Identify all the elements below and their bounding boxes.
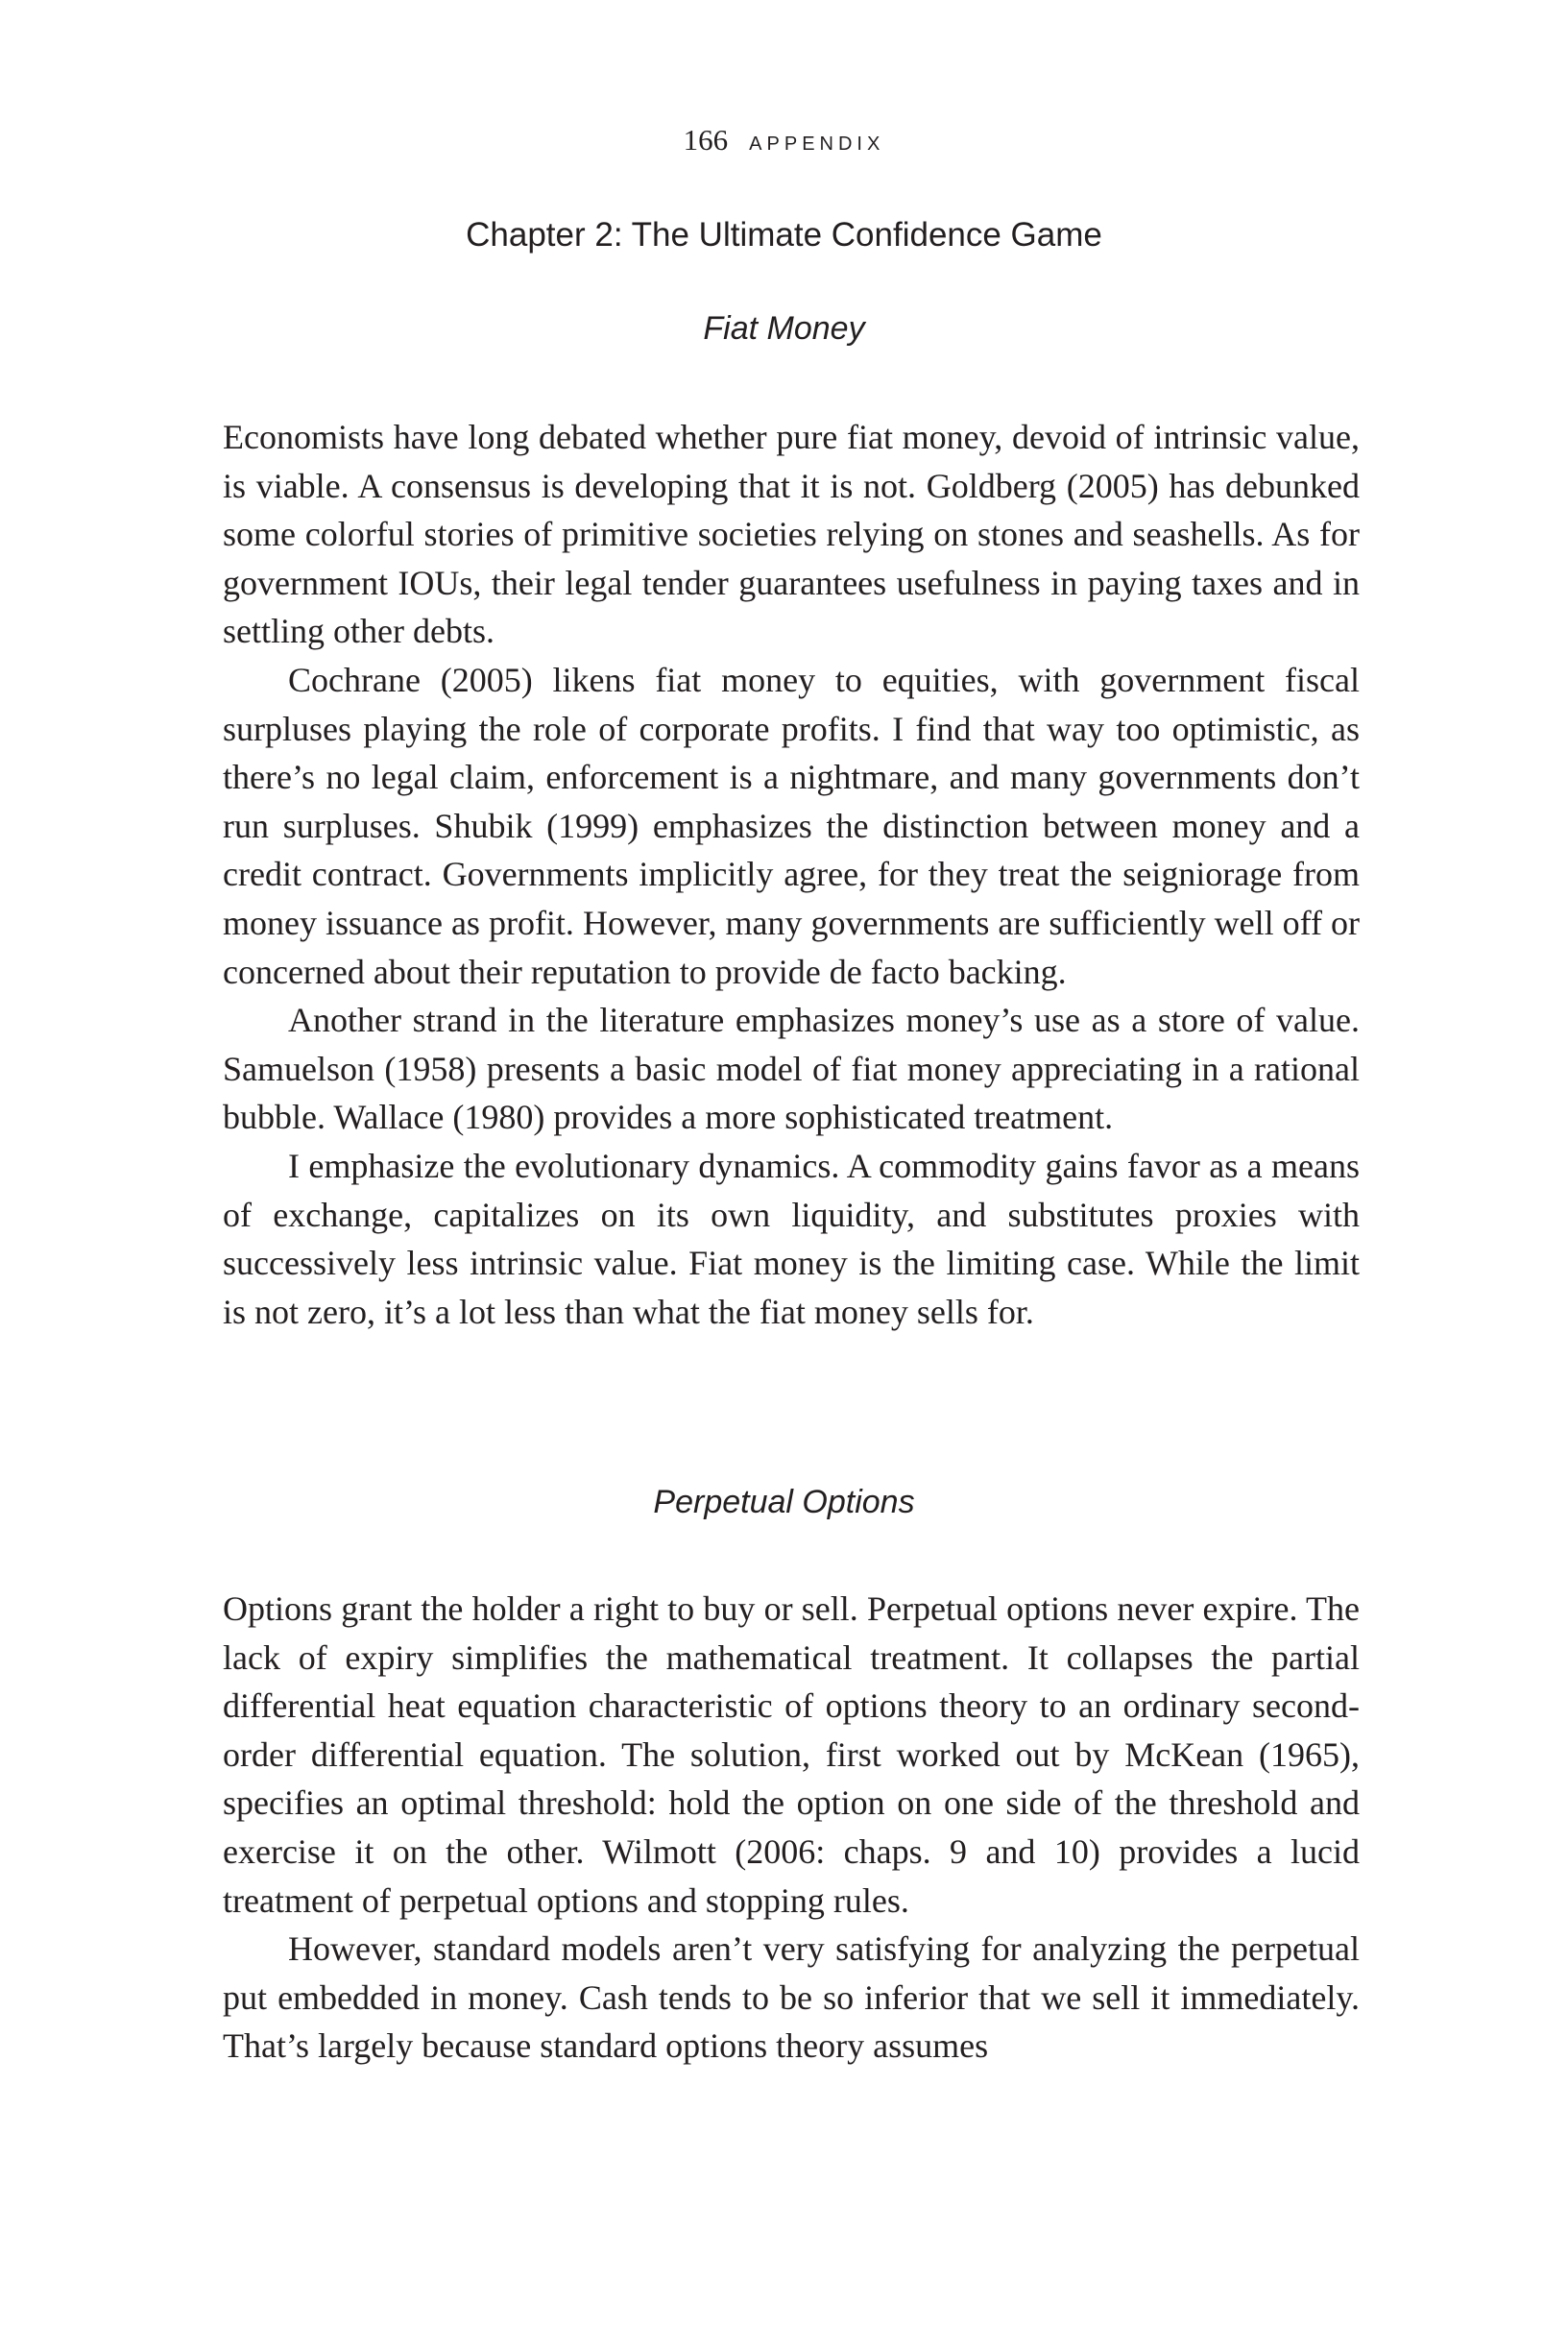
paragraph: Economists have long debated whether pure fiat money, devoid of intrinsic value, is viable. A consensus is developing that it is not. Goldberg (2005) has debunked some colorful stories of primitive societies relying on stones and seashells. As for government IOUs, their legal tender guarantees usefulness in paying taxes and in settling other debts. [223, 418, 1360, 651]
paragraph: Cochrane (2005) likens fiat money to equities, with government fiscal surpluses playing the role of corporate profits. I find that way too optimistic, as there’s no legal claim, enforcement is a nightmare, and many governments don’t run surpluses. Shubik (1999) emphasizes the distinction between money and a credit contract. Governments implicitly agree, for they treat the seigniorage from money issuance as profit. However, many governments are sufficiently well off or concerned about their reputation to provide de facto backing. [223, 660, 1360, 991]
paragraph: I emphasize the evolutionary dynamics. A commodity gains favor as a means of exchange, capitalizes on its own liquidity, and substitutes proxies with successively less intrinsic value. Fiat money is the limiting case. While the limit is not zero, it’s a lot less than what the fiat money sells for. [223, 1146, 1360, 1331]
paragraph: Options grant the holder a right to buy or sell. Perpetual options never expire. The lack of expiry simplifies the mathematical treatment. It collapses the partial differential heat equation characteristic of options theory to an ordinary second-order differential equation. The solution, first worked out by McKean (1965), specifies an optimal threshold: hold the option on one side of the threshold and exercise it on the other. Wilmott (2006: chaps. 9 and 10) provides a lucid treatment of perpetual options and stopping rules. [223, 1589, 1360, 1920]
paragraph: However, standard models aren’t very satisfying for analyzing the perpetual put embedded in money. Cash tends to be so inferior that we sell it immediately. That’s largely because standard options theory assumes [223, 1929, 1360, 2066]
running-head [0, 123, 1568, 158]
page-number: 166 [683, 123, 729, 157]
section-heading-perpetual-options: Perpetual Options [653, 1484, 915, 1520]
section-body-fiat-money [223, 413, 1360, 1336]
section-body-perpetual-options [223, 1585, 1360, 2071]
running-head-title: APPENDIX [749, 133, 885, 155]
chapter-title: Chapter 2: The Ultimate Confidence Game [466, 216, 1102, 254]
section-heading-fiat-money: Fiat Money [703, 310, 865, 347]
paragraph: Another strand in the literature emphasizes money’s use as a store of value. Samuelson (1958) presents a basic model of fiat money appreciating in a rational bubble. Wallace (1980) provides a more sophisticated treatment. [223, 1001, 1360, 1137]
